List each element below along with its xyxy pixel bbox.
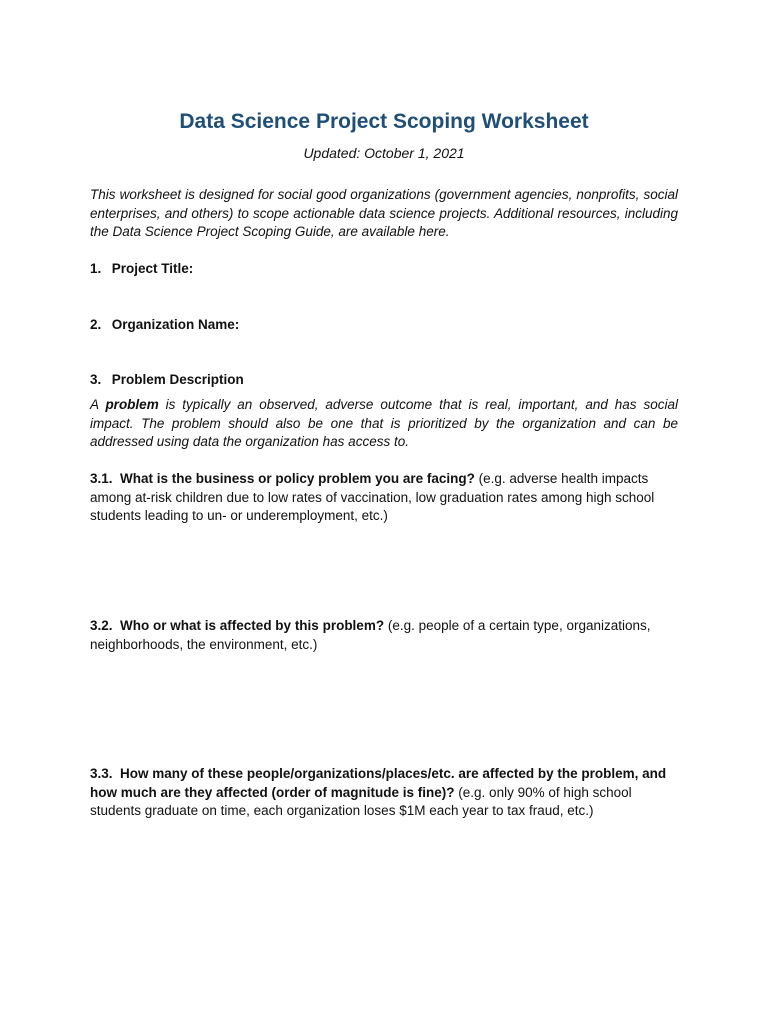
section-number: 1.	[90, 261, 102, 276]
intro-text: This worksheet is designed for social good organizations (government agencies, nonprofits, social enterprises, and others) to scope actionable data science projects. Additional resources, including the Data Science Project Scoping Guide, are available	[90, 187, 678, 240]
section-label: Project Title:	[111, 261, 194, 276]
question-example: (e.g. people of a certain type, organizations, neighborhoods, the environment, etc.)	[90, 618, 651, 652]
section-problem-description	[90, 371, 678, 390]
question-number: 3.1.	[90, 471, 113, 486]
intro-paragraph	[90, 186, 678, 242]
section-label: Organization Name:	[111, 317, 240, 332]
problem-lead: A	[90, 397, 106, 412]
question-text: What is the business or policy problem you are facing?	[120, 471, 475, 486]
question-number: 3.2.	[90, 618, 113, 633]
question-3-3	[90, 765, 678, 821]
problem-term: problem	[105, 397, 159, 412]
question-3-2	[90, 617, 678, 654]
page-title: Data Science Project Scoping Worksheet	[179, 110, 589, 133]
resources-link[interactable]: here	[418, 224, 446, 240]
section-number: 3.	[90, 372, 102, 387]
question-example: (e.g. only 90% of high school students graduate on time, each organization loses $1M each year to tax fraud, etc.)	[90, 784, 632, 819]
question-3-1	[90, 470, 678, 526]
problem-rest: is typically an observed, adverse outcome that is real, important, and has social impact. The problem should also be one that is prioritized by the organization and can be addressed using data the organization has access to.	[90, 397, 678, 450]
updated-date: Updated: October 1, 2021	[303, 145, 465, 161]
question-number: 3.3.	[90, 766, 113, 781]
question-example: (e.g. adverse health impacts among at-risk children due to low rates of vaccination, low graduation rates among high school students leading to un- or underemployment, etc.)	[90, 471, 655, 524]
section-number: 2.	[90, 317, 102, 332]
section-label: Problem Description	[111, 372, 244, 387]
intro-text-end: .	[445, 224, 450, 240]
section-project-title	[90, 260, 678, 279]
section-organization-name	[90, 316, 678, 335]
problem-definition-paragraph	[90, 396, 678, 452]
question-text: Who or what is affected by this problem?	[120, 618, 385, 633]
question-text: How many of these people/organizations/places/etc. are affected by the problem, and how much are they affected (order of magnitude is fine)?	[90, 766, 667, 800]
